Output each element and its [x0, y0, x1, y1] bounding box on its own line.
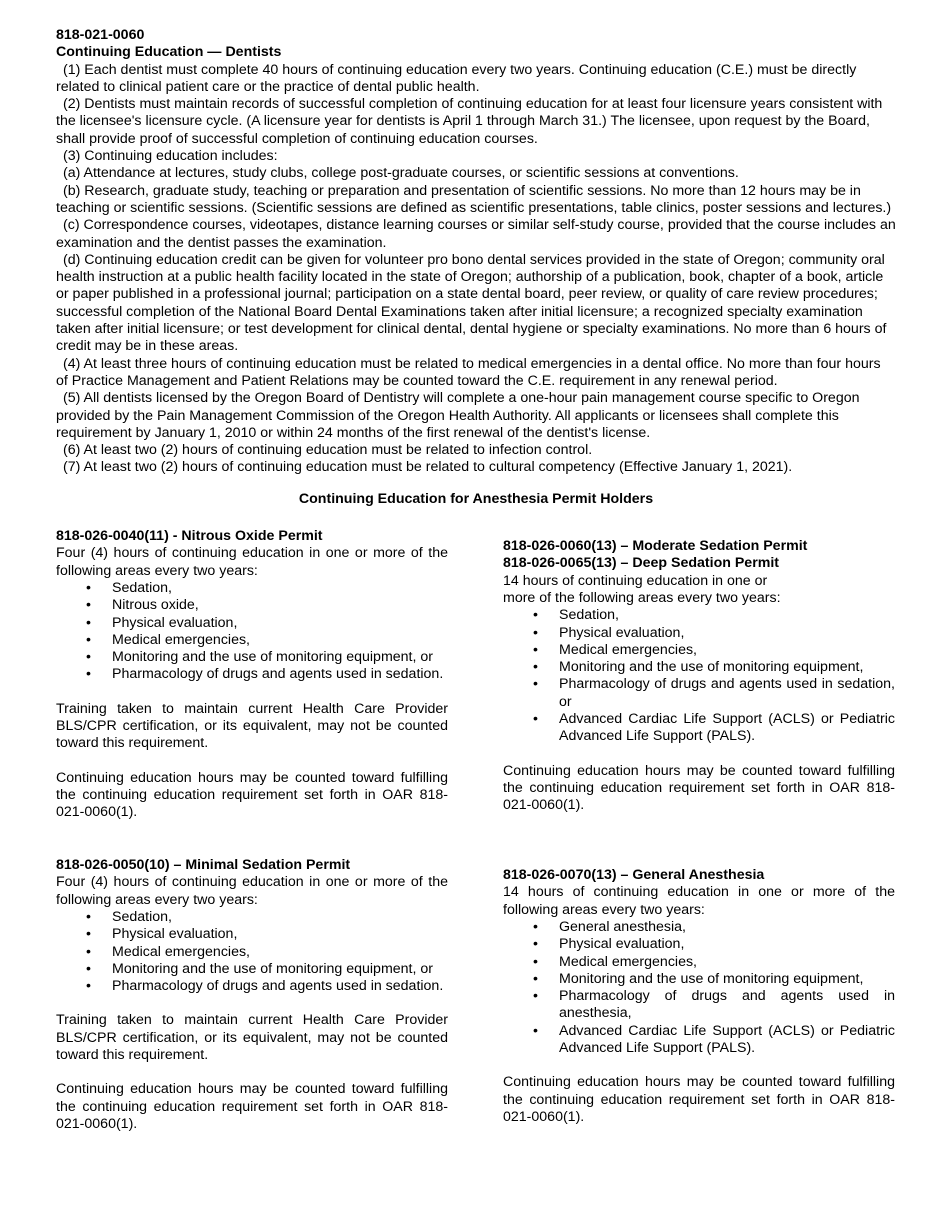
section-subtitle: 818-026-0065(13) – Deep Sedation Permit [503, 555, 779, 572]
list-item: • Pharmacology of drugs and agents used in sedation. [86, 978, 444, 995]
bullet-icon: • [533, 1022, 538, 1039]
bullet-icon: • [86, 908, 91, 925]
list-item: • Medical emergencies, [86, 631, 250, 648]
training-note: Training taken to maintain current Health Care Provider BLS/CPR certification, or its equivalent, may not be counted toward this requirement. [56, 700, 448, 752]
paragraph-5: (5) All dentists licensed by the Oregon Board of Dentistry will complete a one-hour pain management course specific to Oregon provided by the Pain Management Commission of the Oregon Health Authority. All applicants or licensees shall complete this requirement by January 1, 2010 or within 24 months of the first renewal of the dentist's license. [56, 390, 860, 441]
list-item: • Medical emergencies, [533, 953, 697, 970]
bullet-icon: • [86, 926, 91, 943]
paragraph-6: (6) At least two (2) hours of continuing education must be related to infection control. [63, 442, 593, 459]
section-title: 818-026-0060(13) – Moderate Sedation Permit [503, 538, 808, 555]
nitrous-oxide-section [56, 528, 448, 821]
list-item: • Monitoring and the use of monitoring equipment, [533, 970, 864, 987]
rule-number: 818-021-0060 [56, 27, 145, 43]
anesthesia-section-heading: Continuing Education for Anesthesia Permit Holders [298, 490, 654, 507]
counted-note: Continuing education hours may be counted toward fulfilling the continuing education requirement set forth in OAR 818-021-0060(1). [56, 769, 448, 821]
paragraph-3c: (c) Correspondence courses, videotapes, distance learning courses or similar self-study course, provided that the course includes an examination and the dentist passes the examination. [56, 217, 896, 251]
paragraph-4: (4) At least three hours of continuing education must be related to medical emergencies in a dental office. No more than four hours of Practice Management and Patient Relations may be counted toward the C.E. requirement in any renewal period. [56, 355, 881, 389]
paragraph-7: (7) At least two (2) hours of continuing education must be related to cultural competency (Effective January 1, 2021). [63, 459, 793, 476]
list-item: • Pharmacology of drugs and agents used in sedation. [86, 666, 444, 683]
minimal-sedation-section [56, 857, 448, 1133]
page-title: Continuing Education — Dentists [56, 44, 282, 61]
list-item: • Pharmacology of drugs and agents used in anesthesia, [533, 988, 895, 1022]
list-item: • Physical evaluation, [86, 614, 238, 631]
bullet-icon: • [86, 960, 91, 977]
bullet-list [503, 919, 895, 1057]
counted-note: Continuing education hours may be counted toward fulfilling the continuing education requirement set forth in OAR 818-021-0060(1). [56, 1081, 448, 1132]
permit-columns [56, 522, 896, 1162]
bullet-icon: • [533, 607, 538, 624]
list-item: • Advanced Cardiac Life Support (ACLS) or Pediatric Advanced Life Support (PALS). [533, 1022, 895, 1056]
section-intro: 14 hours of continuing education in one or more of the following areas every two years: [503, 884, 895, 918]
bullet-icon: • [533, 936, 538, 953]
bullet-icon: • [533, 659, 538, 676]
list-item: • Medical emergencies, [86, 943, 250, 960]
paragraph-3: (3) Continuing education includes: [63, 148, 278, 165]
paragraph-1: (1) Each dentist must complete 40 hours of continuing education every two years. Continuing education (C.E.) must be directly related to clinical patient care or the practice of dental public health. [56, 61, 857, 95]
bullet-icon: • [86, 579, 91, 596]
bullet-icon: • [86, 614, 91, 631]
list-item: • Sedation, [86, 579, 172, 596]
list-item: • Medical emergencies, [533, 641, 697, 658]
list-item: • Physical evaluation, [533, 624, 685, 641]
section-intro: Four (4) hours of continuing education in one or more of the following areas every two years: [56, 545, 448, 579]
list-item: • Monitoring and the use of monitoring equipment, or [86, 649, 433, 666]
bullet-icon: • [533, 988, 538, 1005]
list-item: • Monitoring and the use of monitoring equipment, [533, 659, 864, 676]
general-anesthesia-section [503, 867, 895, 1126]
list-item: • Sedation, [86, 908, 172, 925]
dentist-ce-rules [56, 62, 896, 477]
counted-note: Continuing education hours may be counted toward fulfilling the continuing education requirement set forth in OAR 818-021-0060(1). [503, 1074, 895, 1125]
bullet-icon: • [86, 649, 91, 666]
list-item: • Sedation, [533, 607, 619, 624]
bullet-icon: • [533, 970, 538, 987]
bullet-list [56, 580, 448, 684]
training-note: Training taken to maintain current Health Care Provider BLS/CPR certification, or its equivalent, may not be counted toward this requirement. [56, 1012, 448, 1063]
list-item: • Advanced Cardiac Life Support (ACLS) or Pediatric Advanced Life Support (PALS). [533, 710, 895, 745]
bullet-list [503, 607, 895, 745]
bullet-icon: • [86, 978, 91, 995]
section-title: 818-026-0050(10) – Minimal Sedation Permit [56, 857, 351, 874]
section-title: 818-026-0040(11) - Nitrous Oxide Permit [56, 528, 323, 545]
bullet-icon: • [86, 666, 91, 683]
paragraph-3a: (a) Attendance at lectures, study clubs, college post-graduate courses, or scientific sessions at conventions. [63, 165, 739, 182]
bullet-icon: • [86, 597, 91, 614]
document-page [56, 27, 896, 1162]
list-item: • General anesthesia, [533, 918, 686, 935]
section-intro-line-2: more of the following areas every two years: [503, 589, 781, 606]
paragraph-2: (2) Dentists must maintain records of successful completion of continuing education for at least four licensure years consistent with the licensee's licensure cycle. (A licensure year for dentists is April 1 through March 31.) The licensee, upon request by the Board, shall provide proof of successful completion of continuing education courses. [56, 96, 883, 147]
section-title: 818-026-0070(13) – General Anesthesia [503, 867, 765, 884]
bullet-icon: • [533, 624, 538, 641]
bullet-icon: • [533, 676, 538, 693]
list-item: • Physical evaluation, [86, 926, 238, 943]
paragraph-3b: (b) Research, graduate study, teaching or preparation and presentation of scientific sessions. No more than 12 hours may be in teaching or scientific sessions. (Scientific sessions are defined as scientific presentations, table clinics, poster sessions and lectures.) [56, 182, 892, 216]
bullet-icon: • [86, 943, 91, 960]
list-item: • Nitrous oxide, [86, 597, 199, 614]
list-item: • Physical evaluation, [533, 936, 685, 953]
section-intro: Four (4) hours of continuing education in one or more of the following areas every two years: [56, 874, 448, 908]
list-item: • Monitoring and the use of monitoring equipment, or [86, 960, 433, 977]
moderate-deep-sedation-section [503, 538, 895, 814]
paragraph-3d: (d) Continuing education credit can be given for volunteer pro bono dental services provided in the state of Oregon; community oral health instruction at a public health facility located in the state of Oregon; authorship of a publication, book, chapter of a book, article or paper published in a professional journal; participation on a state dental board, peer review, or quality of care review procedures; successful completion of the National Board Dental Examinations taken after initial licensure; a recognized specialty examination taken after initial licensure; or test development for clinical dental, dental hygiene or specialty examinations. No more than 6 hours of credit may be in these areas. [56, 251, 887, 355]
list-item: • Pharmacology of drugs and agents used in sedation, or [533, 676, 895, 710]
bullet-icon: • [533, 710, 538, 727]
bullet-list [56, 909, 448, 995]
counted-note: Continuing education hours may be counted toward fulfilling the continuing education requirement set forth in OAR 818-021-0060(1). [503, 762, 895, 814]
bullet-icon: • [533, 918, 538, 935]
bullet-icon: • [86, 631, 91, 648]
bullet-icon: • [533, 953, 538, 970]
section-intro-line-1: 14 hours of continuing education in one or [503, 572, 768, 589]
bullet-icon: • [533, 641, 538, 658]
